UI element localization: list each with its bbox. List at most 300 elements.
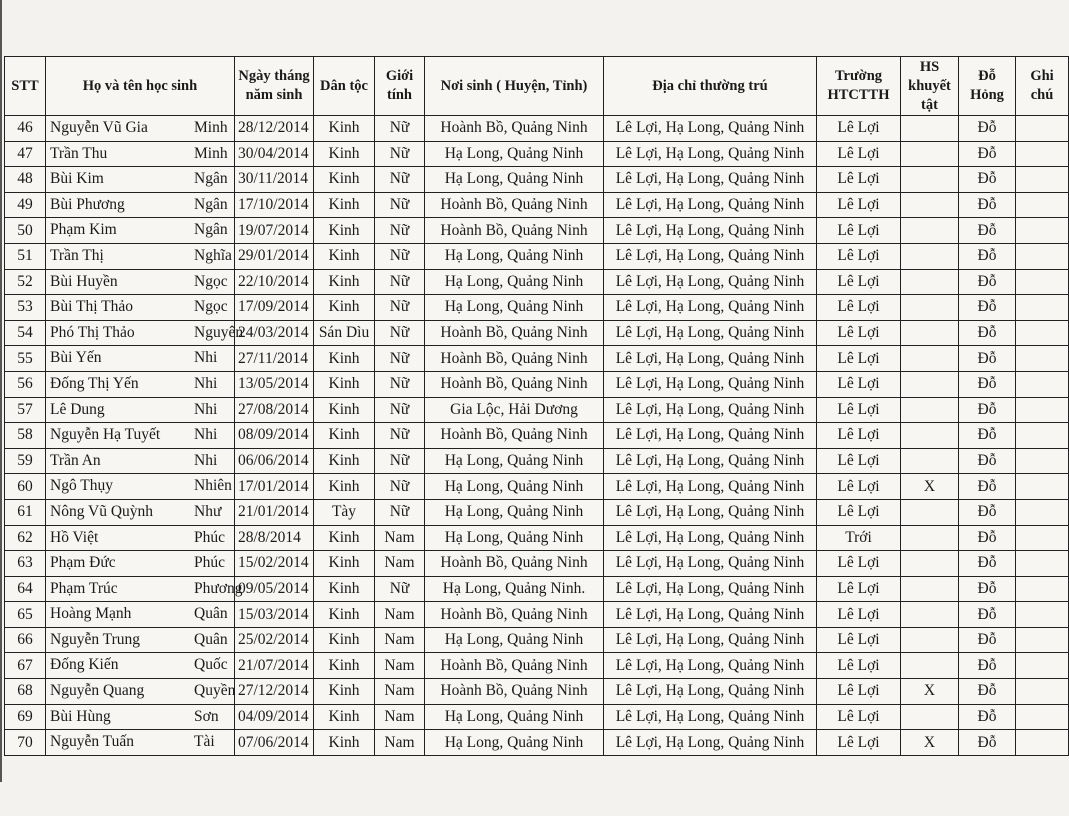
cell-birth-date: 22/10/2014 xyxy=(235,269,314,295)
cell-address: Lê Lợi, Hạ Long, Quảng Ninh xyxy=(604,730,817,756)
cell-full-name xyxy=(46,423,235,449)
surname-middle-name: Bùi Yến xyxy=(50,349,102,367)
cell-pass-fail: Đỗ xyxy=(959,141,1016,167)
cell-stt: 54 xyxy=(5,320,46,346)
cell-address: Lê Lợi, Hạ Long, Quảng Ninh xyxy=(604,346,817,372)
cell-notes xyxy=(1016,423,1069,449)
cell-ethnicity: Kinh xyxy=(314,602,375,628)
cell-pass-fail: Đỗ xyxy=(959,167,1016,193)
cell-ethnicity: Kinh xyxy=(314,218,375,244)
cell-birth-date: 06/06/2014 xyxy=(235,448,314,474)
cell-gender: Nam xyxy=(375,627,425,653)
cell-birthplace: Hoành Bồ, Quảng Ninh xyxy=(425,602,604,628)
cell-notes xyxy=(1016,525,1069,551)
cell-full-name xyxy=(46,525,235,551)
cell-address: Lê Lợi, Hạ Long, Quảng Ninh xyxy=(604,653,817,679)
cell-birth-date: 24/03/2014 xyxy=(235,320,314,346)
cell-full-name xyxy=(46,320,244,346)
surname-middle-name: Nguyễn Hạ Tuyết xyxy=(50,426,161,444)
given-name: Nhi xyxy=(194,400,218,418)
cell-full-name xyxy=(46,218,235,244)
cell-school: Lê Lợi xyxy=(817,141,901,167)
cell-school: Lê Lợi xyxy=(817,243,901,269)
cell-birthplace: Hoành Bồ, Quảng Ninh xyxy=(425,218,604,244)
cell-address: Lê Lợi, Hạ Long, Quảng Ninh xyxy=(604,371,817,397)
table-row xyxy=(5,167,1069,193)
cell-disability: X xyxy=(901,474,959,500)
cell-disability xyxy=(901,243,959,269)
header-row xyxy=(5,57,1069,116)
cell-birthplace: Hạ Long, Quảng Ninh xyxy=(425,499,604,525)
given-name: Ngân xyxy=(194,170,228,188)
cell-pass-fail: Đỗ xyxy=(959,192,1016,218)
table-row xyxy=(5,397,1069,423)
cell-pass-fail: Đỗ xyxy=(959,602,1016,628)
table-row xyxy=(5,243,1069,269)
cell-notes xyxy=(1016,551,1069,577)
table-row xyxy=(5,218,1069,244)
cell-ethnicity: Sán Dìu xyxy=(314,320,375,346)
cell-full-name xyxy=(46,167,235,193)
cell-birthplace: Gia Lộc, Hải Dương xyxy=(425,397,604,423)
cell-birthplace: Hạ Long, Quảng Ninh xyxy=(425,525,604,551)
cell-school: Lê Lợi xyxy=(817,218,901,244)
cell-full-name xyxy=(46,653,235,679)
table-row xyxy=(5,371,1069,397)
cell-birth-date: 17/01/2014 xyxy=(235,474,314,500)
cell-birthplace: Hoành Bồ, Quảng Ninh xyxy=(425,551,604,577)
cell-notes xyxy=(1016,116,1069,142)
surname-middle-name: Trần Thu xyxy=(50,144,108,162)
cell-stt: 51 xyxy=(5,243,46,269)
given-name: Nghĩa xyxy=(194,246,232,264)
cell-school: Lê Lợi xyxy=(817,116,901,142)
cell-notes xyxy=(1016,269,1069,295)
cell-notes xyxy=(1016,653,1069,679)
cell-full-name xyxy=(46,371,235,397)
given-name: Ngọc xyxy=(194,272,228,290)
given-name: Ngân xyxy=(194,195,228,213)
given-name: Phúc xyxy=(194,528,225,546)
cell-address: Lê Lợi, Hạ Long, Quảng Ninh xyxy=(604,602,817,628)
cell-birthplace: Hoành Bồ, Quảng Ninh xyxy=(425,371,604,397)
cell-ethnicity: Kinh xyxy=(314,192,375,218)
cell-address: Lê Lợi, Hạ Long, Quảng Ninh xyxy=(604,167,817,193)
given-name: Tài xyxy=(194,733,215,751)
cell-full-name xyxy=(46,730,235,756)
cell-disability xyxy=(901,269,959,295)
surname-middle-name: Lê Dung xyxy=(50,400,105,418)
cell-pass-fail: Đỗ xyxy=(959,653,1016,679)
cell-birthplace: Hoành Bồ, Quảng Ninh xyxy=(425,346,604,372)
surname-middle-name: Đống Thị Yến xyxy=(50,374,139,392)
cell-school: Lê Lợi xyxy=(817,397,901,423)
header-ethnicity: Dân tộc xyxy=(314,57,375,116)
cell-gender: Nữ xyxy=(375,346,425,372)
cell-school: Lê Lợi xyxy=(817,423,901,449)
given-name: Quyền xyxy=(194,682,236,700)
cell-pass-fail: Đỗ xyxy=(959,576,1016,602)
cell-gender: Nam xyxy=(375,679,425,705)
surname-middle-name: Hồ Việt xyxy=(50,528,99,546)
cell-gender: Nữ xyxy=(375,295,425,321)
cell-stt: 64 xyxy=(5,576,46,602)
cell-full-name xyxy=(46,243,235,269)
cell-birth-date: 08/09/2014 xyxy=(235,423,314,449)
cell-school: Lê Lợi xyxy=(817,167,901,193)
cell-ethnicity: Kinh xyxy=(314,243,375,269)
table-row xyxy=(5,551,1069,577)
cell-notes xyxy=(1016,218,1069,244)
cell-stt: 60 xyxy=(5,474,46,500)
surname-middle-name: Nguyễn Tuấn xyxy=(50,733,134,751)
student-roster-page xyxy=(4,56,1068,756)
cell-disability xyxy=(901,423,959,449)
cell-birthplace: Hoành Bồ, Quảng Ninh xyxy=(425,116,604,142)
cell-stt: 70 xyxy=(5,730,46,756)
cell-stt: 56 xyxy=(5,371,46,397)
cell-ethnicity: Kinh xyxy=(314,551,375,577)
cell-address: Lê Lợi, Hạ Long, Quảng Ninh xyxy=(604,141,817,167)
cell-pass-fail: Đỗ xyxy=(959,320,1016,346)
cell-notes xyxy=(1016,602,1069,628)
cell-full-name xyxy=(46,474,235,500)
cell-pass-fail: Đỗ xyxy=(959,730,1016,756)
cell-gender: Nữ xyxy=(375,167,425,193)
cell-gender: Nam xyxy=(375,551,425,577)
cell-school: Lê Lợi xyxy=(817,576,901,602)
cell-birth-date: 17/09/2014 xyxy=(235,295,314,321)
cell-notes xyxy=(1016,576,1069,602)
table-row xyxy=(5,474,1069,500)
cell-address: Lê Lợi, Hạ Long, Quảng Ninh xyxy=(604,448,817,474)
cell-stt: 46 xyxy=(5,116,46,142)
cell-full-name xyxy=(46,295,235,321)
cell-gender: Nữ xyxy=(375,141,425,167)
table-row xyxy=(5,320,1069,346)
cell-pass-fail: Đỗ xyxy=(959,499,1016,525)
cell-notes xyxy=(1016,448,1069,474)
cell-school: Lê Lợi xyxy=(817,730,901,756)
cell-birthplace: Hoành Bồ, Quảng Ninh xyxy=(425,679,604,705)
cell-ethnicity: Kinh xyxy=(314,704,375,730)
cell-pass-fail: Đỗ xyxy=(959,423,1016,449)
cell-gender: Nam xyxy=(375,525,425,551)
cell-disability xyxy=(901,371,959,397)
given-name: Nhiên xyxy=(194,477,232,495)
cell-birthplace: Hạ Long, Quảng Ninh xyxy=(425,704,604,730)
cell-school: Lê Lợi xyxy=(817,474,901,500)
cell-pass-fail: Đỗ xyxy=(959,243,1016,269)
surname-middle-name: Trần An xyxy=(50,451,101,469)
cell-address: Lê Lợi, Hạ Long, Quảng Ninh xyxy=(604,397,817,423)
cell-notes xyxy=(1016,371,1069,397)
cell-full-name xyxy=(46,602,235,628)
cell-gender: Nữ xyxy=(375,576,425,602)
surname-middle-name: Bùi Huyền xyxy=(50,272,118,290)
surname-middle-name: Phạm Trúc xyxy=(50,579,118,597)
cell-disability: X xyxy=(901,679,959,705)
cell-disability xyxy=(901,397,959,423)
cell-notes xyxy=(1016,397,1069,423)
header-stt: STT xyxy=(5,57,46,116)
cell-address: Lê Lợi, Hạ Long, Quảng Ninh xyxy=(604,627,817,653)
cell-gender: Nữ xyxy=(375,116,425,142)
cell-ethnicity: Kinh xyxy=(314,295,375,321)
table-row xyxy=(5,141,1069,167)
table-row xyxy=(5,679,1069,705)
table-row xyxy=(5,116,1069,142)
cell-pass-fail: Đỗ xyxy=(959,269,1016,295)
given-name: Nhi xyxy=(194,374,218,392)
cell-pass-fail: Đỗ xyxy=(959,346,1016,372)
cell-disability xyxy=(901,551,959,577)
cell-pass-fail: Đỗ xyxy=(959,397,1016,423)
cell-school: Lê Lợi xyxy=(817,499,901,525)
cell-gender: Nam xyxy=(375,653,425,679)
cell-notes xyxy=(1016,346,1069,372)
cell-pass-fail: Đỗ xyxy=(959,116,1016,142)
cell-stt: 49 xyxy=(5,192,46,218)
table-row xyxy=(5,576,1069,602)
cell-disability xyxy=(901,499,959,525)
table-row xyxy=(5,448,1069,474)
cell-stt: 58 xyxy=(5,423,46,449)
cell-address: Lê Lợi, Hạ Long, Quảng Ninh xyxy=(604,218,817,244)
cell-ethnicity: Kinh xyxy=(314,448,375,474)
cell-birth-date: 09/05/2014 xyxy=(235,576,314,602)
cell-gender: Nữ xyxy=(375,499,425,525)
cell-full-name xyxy=(46,116,235,142)
cell-address: Lê Lợi, Hạ Long, Quảng Ninh xyxy=(604,243,817,269)
header-birthplace: Nơi sinh ( Huyện, Tỉnh) xyxy=(425,57,604,116)
cell-birth-date: 19/07/2014 xyxy=(235,218,314,244)
cell-school: Lê Lợi xyxy=(817,346,901,372)
header-full-name: Họ và tên học sinh xyxy=(46,57,235,116)
cell-disability xyxy=(901,704,959,730)
table-row xyxy=(5,423,1069,449)
cell-birth-date: 17/10/2014 xyxy=(235,192,314,218)
cell-school: Lê Lợi xyxy=(817,653,901,679)
cell-disability xyxy=(901,653,959,679)
cell-pass-fail: Đỗ xyxy=(959,371,1016,397)
surname-middle-name: Nguyễn Vũ Gia xyxy=(50,119,148,136)
cell-disability xyxy=(901,167,959,193)
cell-gender: Nữ xyxy=(375,397,425,423)
cell-birth-date: 27/11/2014 xyxy=(235,346,314,372)
cell-gender: Nữ xyxy=(375,320,425,346)
header-birth-date: Ngày tháng năm sinh xyxy=(235,57,314,116)
cell-full-name xyxy=(46,346,235,372)
cell-notes xyxy=(1016,704,1069,730)
table-row xyxy=(5,346,1069,372)
cell-school: Lê Lợi xyxy=(817,551,901,577)
cell-ethnicity: Kinh xyxy=(314,576,375,602)
cell-disability xyxy=(901,602,959,628)
cell-ethnicity: Kinh xyxy=(314,653,375,679)
table-row xyxy=(5,295,1069,321)
given-name: Nhi xyxy=(194,451,218,469)
cell-ethnicity: Kinh xyxy=(314,730,375,756)
given-name: Nhi xyxy=(194,349,218,367)
roster-body xyxy=(5,116,1069,756)
cell-birthplace: Hạ Long, Quảng Ninh xyxy=(425,243,604,269)
cell-stt: 63 xyxy=(5,551,46,577)
cell-gender: Nữ xyxy=(375,243,425,269)
cell-address: Lê Lợi, Hạ Long, Quảng Ninh xyxy=(604,295,817,321)
table-row xyxy=(5,269,1069,295)
cell-stt: 47 xyxy=(5,141,46,167)
cell-ethnicity: Kinh xyxy=(314,167,375,193)
cell-notes xyxy=(1016,167,1069,193)
cell-school: Lê Lợi xyxy=(817,295,901,321)
cell-address: Lê Lợi, Hạ Long, Quảng Ninh xyxy=(604,499,817,525)
cell-pass-fail: Đỗ xyxy=(959,448,1016,474)
cell-ethnicity: Kinh xyxy=(314,627,375,653)
header-gender: Giới tính xyxy=(375,57,425,116)
given-name: Ngân xyxy=(194,221,228,239)
page-bottom-margin xyxy=(0,782,1068,816)
cell-school: Lê Lợi xyxy=(817,627,901,653)
cell-school: Lê Lợi xyxy=(817,602,901,628)
cell-school: Lê Lợi xyxy=(817,679,901,705)
surname-middle-name: Phạm Kim xyxy=(50,221,117,239)
surname-middle-name: Nguyễn Trung xyxy=(50,630,141,648)
given-name: Minh xyxy=(194,119,228,136)
cell-school: Lê Lợi xyxy=(817,192,901,218)
table-row xyxy=(5,653,1069,679)
cell-pass-fail: Đỗ xyxy=(959,295,1016,321)
given-name: Sơn xyxy=(194,707,219,725)
header-pass-fail: Đỗ Hỏng xyxy=(959,57,1016,116)
table-row xyxy=(5,730,1069,756)
cell-school: Lê Lợi xyxy=(817,704,901,730)
cell-full-name xyxy=(46,627,235,653)
cell-stt: 67 xyxy=(5,653,46,679)
cell-pass-fail: Đỗ xyxy=(959,627,1016,653)
cell-ethnicity: Kinh xyxy=(314,346,375,372)
cell-ethnicity: Tày xyxy=(314,499,375,525)
cell-disability xyxy=(901,141,959,167)
given-name: Quân xyxy=(194,630,228,648)
cell-birth-date: 21/07/2014 xyxy=(235,653,314,679)
cell-disability xyxy=(901,576,959,602)
cell-birth-date: 07/06/2014 xyxy=(235,730,314,756)
cell-notes xyxy=(1016,295,1069,321)
cell-ethnicity: Kinh xyxy=(314,141,375,167)
cell-ethnicity: Kinh xyxy=(314,397,375,423)
surname-middle-name: Nông Vũ Quỳnh xyxy=(50,502,154,520)
given-name: Phương xyxy=(194,579,243,597)
surname-middle-name: Đống Kiến xyxy=(50,656,119,674)
surname-middle-name: Hoàng Mạnh xyxy=(50,605,132,623)
student-roster-table xyxy=(4,56,1069,756)
cell-birth-date: 27/08/2014 xyxy=(235,397,314,423)
given-name: Quốc xyxy=(194,656,228,674)
cell-address: Lê Lợi, Hạ Long, Quảng Ninh xyxy=(604,320,817,346)
cell-notes xyxy=(1016,679,1069,705)
cell-stt: 48 xyxy=(5,167,46,193)
cell-birth-date: 15/03/2014 xyxy=(235,602,314,628)
cell-birth-date: 21/01/2014 xyxy=(235,499,314,525)
cell-birthplace: Hạ Long, Quảng Ninh xyxy=(425,295,604,321)
surname-middle-name: Bùi Kim xyxy=(50,170,104,188)
cell-birthplace: Hoành Bồ, Quảng Ninh xyxy=(425,320,604,346)
cell-notes xyxy=(1016,320,1069,346)
cell-gender: Nữ xyxy=(375,474,425,500)
given-name: Phúc xyxy=(194,554,225,572)
cell-gender: Nữ xyxy=(375,218,425,244)
cell-stt: 52 xyxy=(5,269,46,295)
surname-middle-name: Trần Thị xyxy=(50,246,104,264)
cell-school: Trới xyxy=(817,525,901,551)
cell-full-name xyxy=(46,704,235,730)
table-row xyxy=(5,704,1069,730)
given-name: Như xyxy=(194,502,222,520)
cell-stt: 66 xyxy=(5,627,46,653)
cell-disability xyxy=(901,525,959,551)
cell-school: Lê Lợi xyxy=(817,320,901,346)
surname-middle-name: Bùi Phương xyxy=(50,195,125,213)
cell-pass-fail: Đỗ xyxy=(959,218,1016,244)
cell-notes xyxy=(1016,474,1069,500)
cell-disability xyxy=(901,116,959,142)
cell-address: Lê Lợi, Hạ Long, Quảng Ninh xyxy=(604,576,817,602)
cell-birthplace: Hoành Bồ, Quảng Ninh xyxy=(425,192,604,218)
given-name: Quân xyxy=(194,605,228,623)
page-edge-shadow xyxy=(0,0,2,816)
cell-stt: 57 xyxy=(5,397,46,423)
cell-full-name xyxy=(46,551,235,577)
header-notes: Ghi chú xyxy=(1016,57,1069,116)
cell-full-name xyxy=(46,269,235,295)
cell-disability: X xyxy=(901,730,959,756)
cell-birthplace: Hạ Long, Quảng Ninh xyxy=(425,269,604,295)
given-name: Nguyên xyxy=(194,323,244,341)
cell-ethnicity: Kinh xyxy=(314,679,375,705)
cell-notes xyxy=(1016,499,1069,525)
cell-notes xyxy=(1016,141,1069,167)
cell-gender: Nam xyxy=(375,730,425,756)
cell-full-name xyxy=(46,141,235,167)
cell-stt: 65 xyxy=(5,602,46,628)
cell-birth-date: 28/8/2014 xyxy=(235,525,314,551)
cell-disability xyxy=(901,320,959,346)
cell-birth-date: 27/12/2014 xyxy=(235,679,314,705)
cell-disability xyxy=(901,295,959,321)
cell-full-name xyxy=(46,192,235,218)
cell-birth-date: 29/01/2014 xyxy=(235,243,314,269)
cell-gender: Nữ xyxy=(375,269,425,295)
cell-birth-date: 30/11/2014 xyxy=(235,167,314,193)
cell-birthplace: Hạ Long, Quảng Ninh xyxy=(425,167,604,193)
cell-stt: 59 xyxy=(5,448,46,474)
cell-ethnicity: Kinh xyxy=(314,116,375,142)
table-row xyxy=(5,192,1069,218)
cell-birth-date: 28/12/2014 xyxy=(235,116,314,142)
cell-address: Lê Lợi, Hạ Long, Quảng Ninh xyxy=(604,551,817,577)
table-row xyxy=(5,499,1069,525)
cell-full-name xyxy=(46,576,243,602)
cell-ethnicity: Kinh xyxy=(314,525,375,551)
cell-birth-date: 04/09/2014 xyxy=(235,704,314,730)
cell-disability xyxy=(901,627,959,653)
cell-ethnicity: Kinh xyxy=(314,423,375,449)
given-name: Nhi xyxy=(194,426,218,444)
cell-notes xyxy=(1016,730,1069,756)
surname-middle-name: Phó Thị Thảo xyxy=(50,323,135,341)
cell-address: Lê Lợi, Hạ Long, Quảng Ninh xyxy=(604,704,817,730)
